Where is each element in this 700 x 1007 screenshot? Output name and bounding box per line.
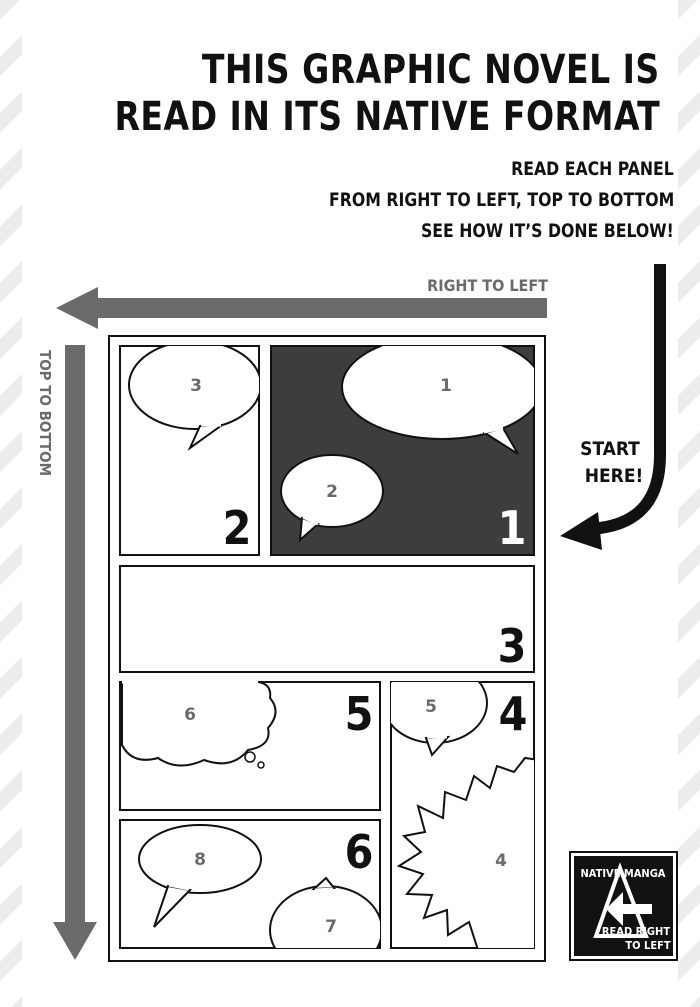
top-to-bottom-arrow bbox=[36, 345, 97, 960]
panel-1-number: 1 bbox=[497, 501, 527, 555]
bubble-4-number: 4 bbox=[495, 851, 507, 871]
panel-4 bbox=[383, 663, 540, 950]
bubble-7-number: 7 bbox=[325, 917, 337, 937]
native-manga-badge bbox=[570, 852, 677, 960]
panel-5 bbox=[120, 682, 380, 810]
right-to-left-arrow bbox=[56, 276, 548, 329]
headline-line-2: READ IN ITS NATIVE FORMAT bbox=[114, 94, 660, 140]
badge-bottom-label-2: TO LEFT bbox=[625, 939, 671, 952]
instruction-line-3: SEE HOW IT’S DONE BELOW! bbox=[421, 220, 674, 242]
bubble-3-number: 3 bbox=[190, 376, 202, 396]
panel-1 bbox=[271, 335, 542, 555]
top-to-bottom-label: TOP TO BOTTOM bbox=[36, 350, 54, 477]
bubble-1-number: 1 bbox=[440, 376, 452, 396]
panel-4-number: 4 bbox=[498, 687, 528, 741]
panel-6-number: 6 bbox=[344, 825, 374, 879]
bubble-8-number: 8 bbox=[194, 850, 206, 870]
headline-line-1: THIS GRAPHIC NOVEL IS bbox=[202, 47, 660, 93]
bubble-2-number: 2 bbox=[326, 482, 338, 502]
panel-5-number: 5 bbox=[344, 687, 374, 741]
panel-3-number: 3 bbox=[497, 619, 527, 673]
bubble-6-number: 6 bbox=[184, 705, 196, 725]
badge-top-label: NATIVE MANGA bbox=[580, 867, 666, 880]
instruction-line-1: READ EACH PANEL bbox=[511, 158, 674, 180]
instruction-line-2: FROM RIGHT TO LEFT, TOP TO BOTTOM bbox=[328, 189, 674, 211]
badge-bottom-label-1: READ RIGHT bbox=[601, 925, 671, 938]
start-label-line-2: HERE! bbox=[584, 465, 644, 487]
start-here-arrow bbox=[560, 264, 660, 550]
right-to-left-label: RIGHT TO LEFT bbox=[427, 276, 548, 295]
panel-3 bbox=[120, 566, 534, 673]
start-label-line-1: START bbox=[580, 438, 640, 460]
bubble-5-number: 5 bbox=[425, 697, 437, 717]
panel-2-number: 2 bbox=[222, 501, 252, 555]
panel-2 bbox=[120, 341, 261, 555]
